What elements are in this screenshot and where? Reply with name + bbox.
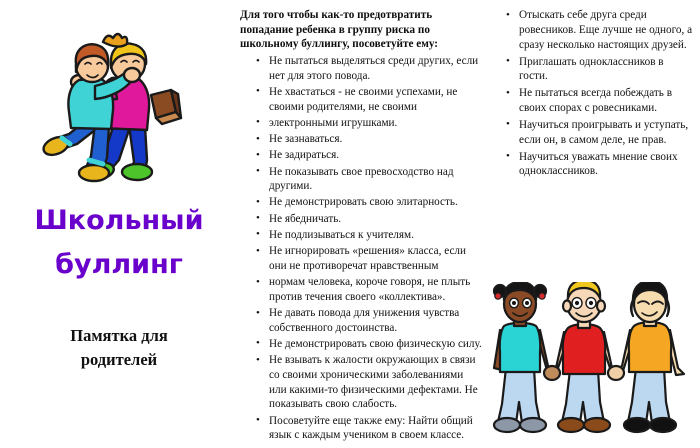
- middle-column-advice-list: [240, 54, 482, 443]
- list-item: • Приглашать одноклассников в гости.: [506, 55, 694, 85]
- page-subtitle-line-2: родителей: [80, 350, 158, 370]
- list-item: • электронными игрушками.: [256, 116, 482, 131]
- list-item: • Не демонстрировать свою физическую силу.: [256, 337, 482, 352]
- list-item: • Не задираться.: [256, 148, 482, 163]
- list-item: • нормам человека, короче говоря, не плыть против течения своего «коллектива».: [256, 275, 482, 304]
- two-boys-fighting-illustration: [29, 20, 209, 185]
- list-item: • Посоветуйте еще также ему: Найти общий язык с каждым учеником в своем классе.: [256, 414, 482, 443]
- list-item: • Научиться проигрывать и уступать, если он, в самом деле, не прав.: [506, 118, 694, 148]
- page-title: [10, 199, 228, 286]
- three-children-holding-hands-illustration: [488, 282, 698, 442]
- list-item: • Не ябедничать.: [256, 212, 482, 227]
- right-column-advice-list: [492, 8, 694, 181]
- middle-column: [238, 0, 488, 448]
- joined-hands-left: [544, 366, 560, 380]
- list-item: • Не давать повода для унижения чувства собственного достоинства.: [256, 306, 482, 335]
- list-item: • Не пытаться всегда побеждать в своих спорах с ровесниками.: [506, 86, 694, 116]
- list-item: • Отыскать себе друга среди ровесников. Еще лучше не одного, а сразу несколько настоящих друзей.: [506, 8, 694, 53]
- joined-hands-right: [608, 366, 624, 380]
- page-subtitle-line-1: Памятка для: [70, 326, 168, 346]
- child-right: [614, 282, 684, 432]
- child-middle: [548, 282, 620, 432]
- child-left: [494, 282, 556, 432]
- page-subtitle: [10, 324, 228, 372]
- subtitle-block: [10, 324, 228, 372]
- title-block: [10, 199, 228, 286]
- list-item: • Не демонстрировать свою элитарность.: [256, 195, 482, 210]
- list-item: • Не подлизываться к учителям.: [256, 228, 482, 243]
- list-item: • Не зазнаваться.: [256, 132, 482, 147]
- page-title-line-2: буллинг: [55, 248, 183, 280]
- page-title-line-1: Школьный: [34, 205, 204, 236]
- falling-book-icon: [151, 90, 181, 124]
- left-column: [0, 0, 238, 448]
- list-item: • Научиться уважать мнение своих одноклассников.: [506, 150, 694, 180]
- list-item: • Не взывать к жалости окружающих в связи со своими хроническими заболеваниями или какими-то физическими дефектами. Не показывать свою слабость.: [256, 353, 482, 412]
- list-item: • Не хвастаться - не своими успехами, не своими родителями, не своими: [256, 85, 482, 114]
- friends-illustration-wrapper: [492, 282, 694, 444]
- right-column: [488, 0, 700, 448]
- list-item: • Не пытаться выделяться среди других, если нет для этого повода.: [256, 54, 482, 83]
- middle-column-lead: Для того чтобы как-то предотвратить попадание ребенка в группу риска по школьному буллингу, посоветуйте ему:: [240, 9, 439, 51]
- list-item: • Не игнорировать «решения» класса, если они не противоречат нравственным: [256, 244, 482, 273]
- list-item: • Не показывать свое превосходство над другими.: [256, 165, 482, 194]
